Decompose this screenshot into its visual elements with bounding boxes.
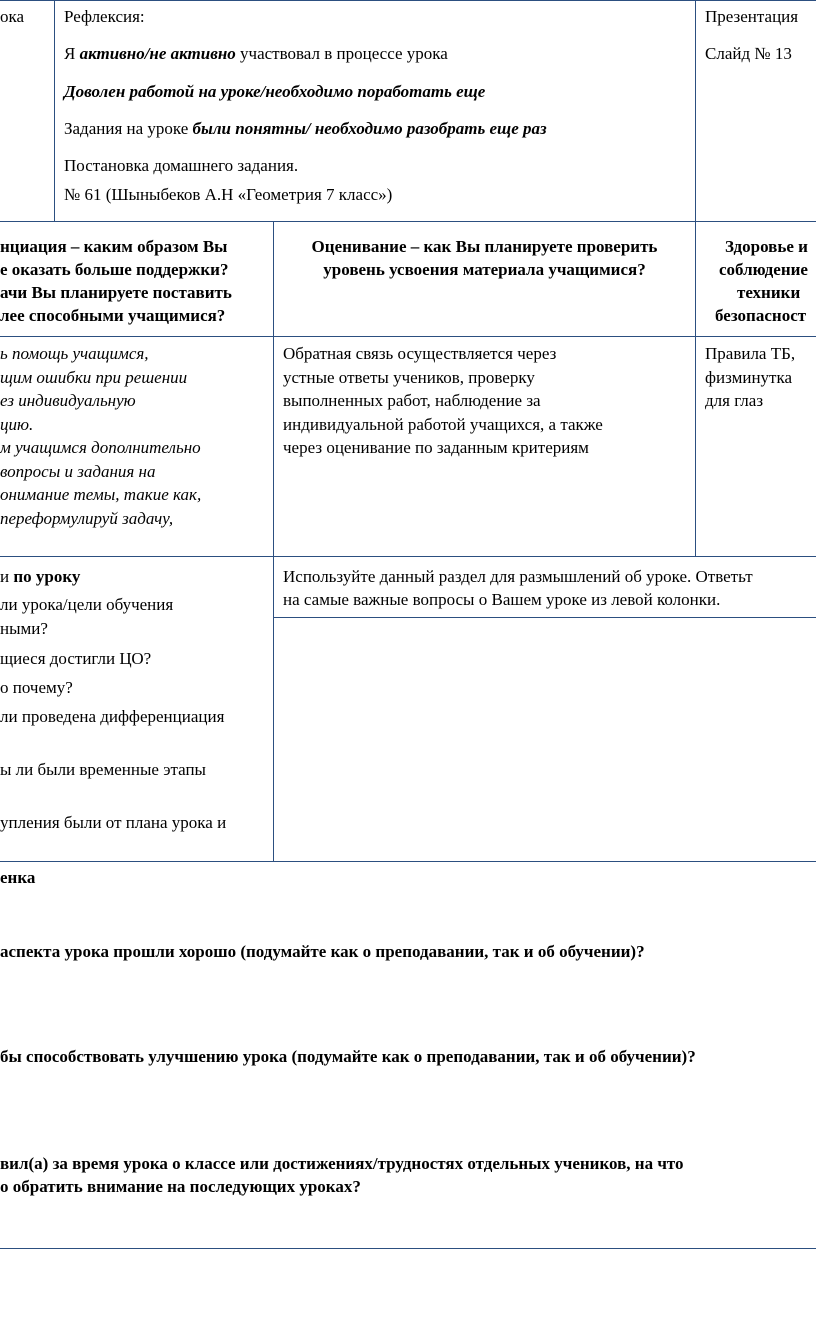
reflection-instruction-1: Используйте данный раздел для размышлений об уроке. Ответьт <box>283 567 753 586</box>
reflection-line-tasks <box>64 118 547 139</box>
row3-bottom-border <box>0 556 816 557</box>
homework-heading: Постановка домашнего задания. <box>64 156 299 175</box>
reflection-heading: Рефлексия: <box>64 7 145 26</box>
health-line: Правила ТБ, <box>705 344 796 363</box>
assessment-header-1: Оценивание – как Вы планируете проверить <box>311 237 658 256</box>
summary-question-2: бы способствовать улучшению урока (подумайте как о преподавании, так и об обучении)? <box>0 1047 696 1066</box>
assessment-header-2: уровень усвоения материала учащимися? <box>323 260 646 279</box>
row1-divider-right <box>695 0 696 222</box>
health-header-1: Здоровье и <box>725 237 808 256</box>
resource-presentation: Презентация <box>705 7 799 26</box>
reflection-question: щиеся достигли ЦО? <box>0 649 152 668</box>
col-divider-2 <box>695 221 696 557</box>
differentiation-content <box>0 342 201 530</box>
differentiation-line: онимание темы, такие как, <box>0 485 202 504</box>
assessment-content <box>283 342 603 460</box>
table-bottom-border <box>0 1248 816 1249</box>
activity-prefix: Я <box>64 44 80 63</box>
differentiation-header-3: ачи Вы планируете поставить <box>0 283 232 302</box>
table-top-border <box>0 0 816 1</box>
lesson-reflection-title <box>0 566 80 587</box>
tasks-prefix: Задания на уроке <box>64 119 193 138</box>
row1-divider-left <box>54 0 55 222</box>
reflection-question: упления были от плана урока и <box>0 813 227 832</box>
differentiation-line: переформулируй задачу, <box>0 508 174 528</box>
reflection-instruction-2: на самые важные вопросы о Вашем уроке из левой колонки. <box>283 590 721 609</box>
homework-assignment: № 61 (Шыныбеков А.Н «Геометрия 7 класс») <box>64 185 393 204</box>
assessment-line: выполненных работ, наблюдение за <box>283 391 541 410</box>
row4-bottom-border <box>0 861 816 862</box>
differentiation-header-1: нциация – каким образом Вы <box>0 237 228 256</box>
differentiation-header-2: е оказать больше поддержки? <box>0 260 229 279</box>
resource-slide: Слайд № 13 <box>705 44 792 63</box>
health-line: физминутка <box>705 367 793 387</box>
reflection-question: ы ли были временные этапы <box>0 760 206 779</box>
reflection-question: ли проведена дифференциация <box>0 707 225 726</box>
health-line: для глаз <box>705 391 764 410</box>
summary-heading: енка <box>0 868 36 887</box>
summary-question-1: аспекта урока прошли хорошо (подумайте как о преподавании, так и об обучении)? <box>0 942 645 961</box>
lesson-reflection-title-prefix: и <box>0 567 14 586</box>
assessment-line: через оценивание по заданным критериям <box>283 438 589 457</box>
reflection-line-activity <box>64 43 448 64</box>
differentiation-line: м учащимся дополнительно <box>0 438 201 457</box>
reflection-question: ли урока/цели обучения <box>0 595 174 614</box>
health-header-4: безопасност <box>715 306 807 325</box>
differentiation-line: вопросы и задания на <box>0 461 156 481</box>
assessment-line: индивидуальной работой учащихся, а также <box>283 414 603 434</box>
differentiation-line: цию. <box>0 414 34 434</box>
differentiation-header-4: лее способными учащимися? <box>0 306 226 325</box>
assessment-line: Обратная связь осуществляется через <box>283 344 557 363</box>
summary-question-3-line2: о обратить внимание на последующих уроках? <box>0 1177 361 1196</box>
reflection-question: ными? <box>0 619 48 638</box>
health-header-3: техники <box>737 283 801 302</box>
row2-bottom-border <box>0 336 816 337</box>
row1-bottom-border <box>0 221 816 222</box>
reflection-line-satisfaction: Доволен работой на уроке/необходимо поработать еще <box>64 82 486 101</box>
tasks-emphasis: были понятны/ необходимо разобрать еще раз <box>192 119 547 138</box>
differentiation-line: щим ошибки при решении <box>0 367 188 387</box>
row4-inner-border <box>273 617 816 618</box>
health-header-2: соблюдение <box>719 260 808 279</box>
lesson-reflection-title-bold: по уроку <box>13 567 81 586</box>
differentiation-line: ь помощь учащимся, <box>0 344 149 363</box>
activity-suffix: участвовал в процессе урока <box>235 44 448 63</box>
activity-emphasis: активно/не активно <box>79 44 236 63</box>
reflection-question: о почему? <box>0 678 73 697</box>
health-content <box>705 342 795 413</box>
col-divider-1 <box>273 221 274 862</box>
assessment-line: устные ответы учеников, проверку <box>283 367 535 387</box>
stage-cell-text: ока <box>0 7 25 26</box>
differentiation-line: ез индивидуальную <box>0 391 136 410</box>
summary-question-3-line1: вил(а) за время урока о классе или достижениях/трудностях отдельных учеников, на что <box>0 1154 684 1173</box>
